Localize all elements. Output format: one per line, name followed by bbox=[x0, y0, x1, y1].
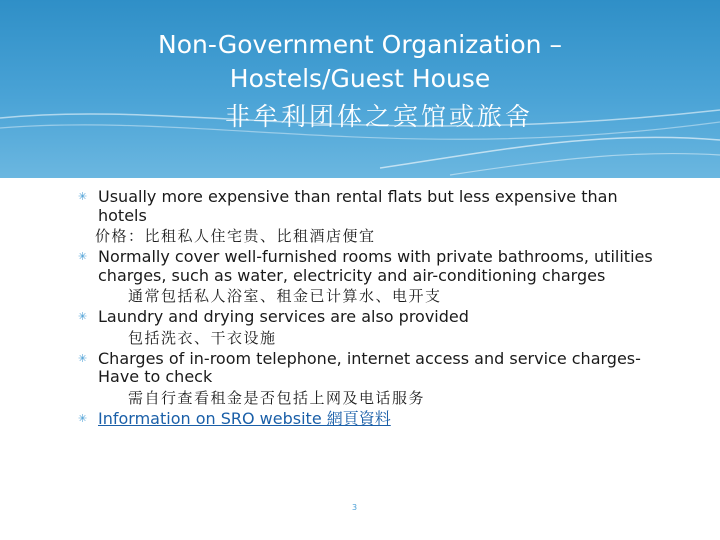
bullet-text-zh: 包括洗衣、干衣设施 bbox=[128, 328, 277, 347]
bullet-text-en: Usually more expensive than rental flats but less expensive than hotels bbox=[98, 187, 618, 225]
bullet-text-zh: 需自行查看租金是否包括上网及电话服务 bbox=[128, 388, 426, 407]
bullet-item bbox=[78, 188, 658, 225]
bullet-text-en: Laundry and drying services are also provided bbox=[98, 307, 469, 326]
title-line-3: 非牟利团体之宾馆或旅舍 bbox=[225, 102, 534, 131]
title-line-2: Hostels/Guest House bbox=[229, 64, 491, 93]
slide-content bbox=[78, 188, 658, 428]
sro-website-link[interactable]: Information on SRO website 網頁資料 bbox=[98, 408, 391, 428]
asterisk-bullet-icon: ✳ bbox=[78, 190, 88, 203]
bullet-item bbox=[78, 410, 658, 429]
bullet-item bbox=[78, 248, 658, 285]
bullet-item bbox=[78, 350, 658, 387]
bullet-item bbox=[78, 308, 658, 327]
asterisk-bullet-icon: ✳ bbox=[78, 411, 88, 425]
bullet-text-en: Normally cover well-furnished rooms with private bathrooms, utilities charges, such as water, electricity and air-conditioning charges bbox=[98, 247, 653, 285]
page-number: 3 bbox=[352, 503, 358, 512]
asterisk-bullet-icon: ✳ bbox=[78, 351, 88, 365]
bullet-text-zh: 通常包括私人浴室、租金已计算水、电开支 bbox=[128, 287, 442, 305]
bullet-text-zh: 价格：比租私人住宅贵、比租酒店便宜 bbox=[95, 227, 376, 245]
title-banner bbox=[0, 0, 720, 178]
bullet-text-en: Charges of in-room telephone, internet access and service charges- Have to check bbox=[98, 348, 641, 386]
asterisk-bullet-icon: ✳ bbox=[78, 250, 88, 263]
title-line-1: Non-Government Organization – bbox=[158, 30, 562, 59]
asterisk-bullet-icon: ✳ bbox=[78, 310, 88, 323]
